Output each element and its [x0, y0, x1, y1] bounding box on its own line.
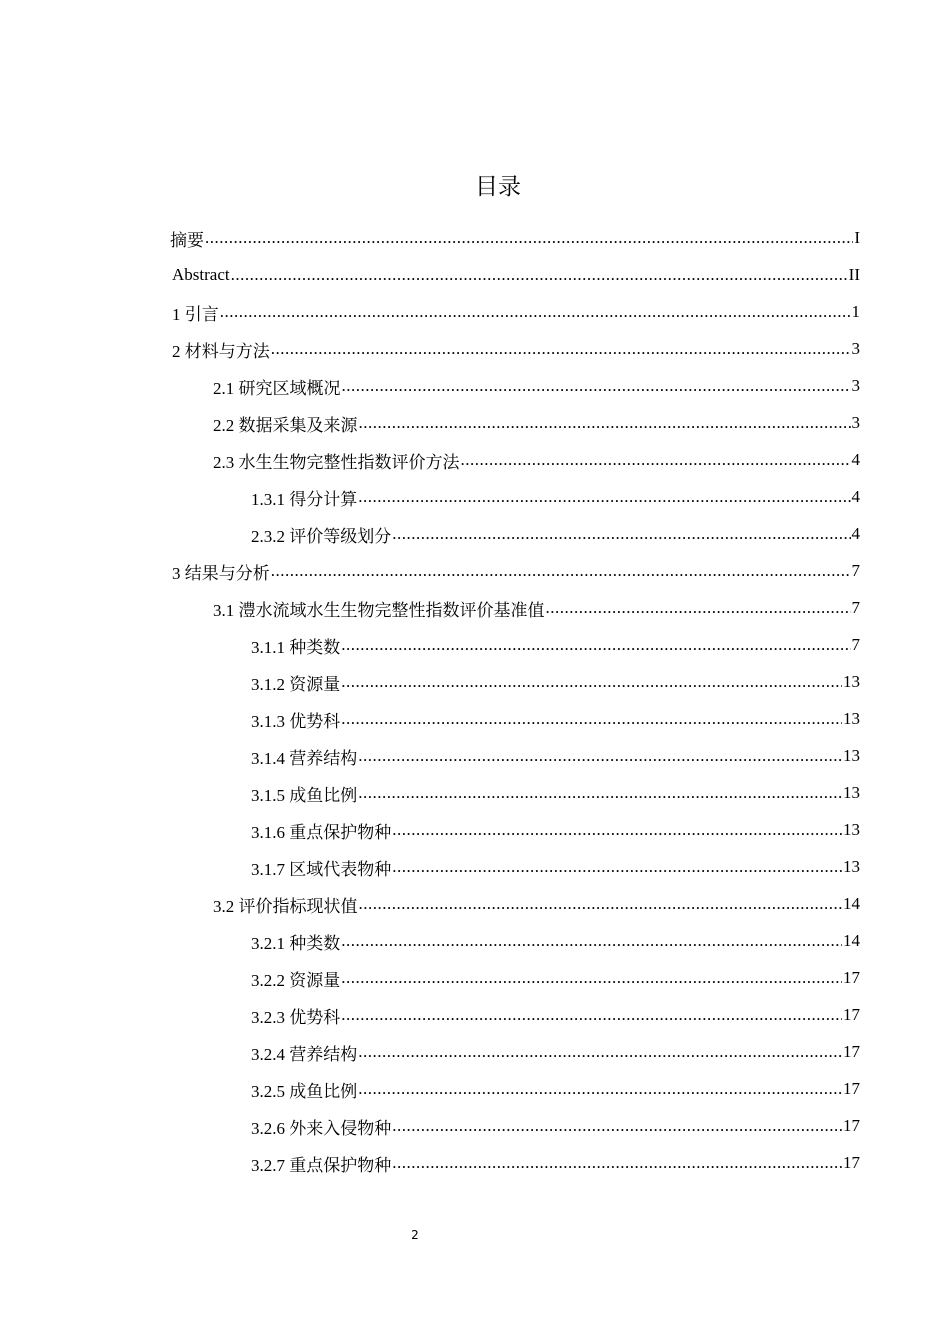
toc-entry-label: 2.3 水生生物完整性指数评价方法 — [213, 452, 460, 472]
toc-entry-label: 3.2.6 外来入侵物种 — [251, 1118, 392, 1138]
toc-dot-leader — [461, 443, 851, 477]
toc-entry[interactable] — [251, 998, 860, 1032]
toc-entry[interactable] — [172, 554, 860, 588]
toc-entry-label: 2 材料与方法 — [172, 341, 270, 361]
toc-dot-leader — [392, 517, 850, 551]
toc-entry-page-number: 14 — [843, 931, 860, 950]
toc-entry[interactable] — [213, 369, 860, 403]
toc-entry-page-number: 17 — [843, 1005, 860, 1024]
toc-entry-label: 2.1 研究区域概况 — [213, 378, 341, 398]
toc-entry[interactable] — [251, 739, 860, 773]
toc-dot-leader — [342, 369, 851, 403]
toc-entry[interactable] — [251, 628, 860, 662]
toc-entry-page-number: 7 — [851, 561, 860, 580]
toc-entry-page-number: 13 — [843, 746, 860, 765]
toc-entry-page-number: I — [854, 228, 860, 247]
toc-entry[interactable] — [251, 1072, 860, 1106]
toc-entry[interactable] — [251, 665, 860, 699]
toc-entry[interactable] — [213, 406, 860, 440]
toc-dot-leader — [341, 702, 842, 736]
toc-entry-label: 3.2.4 营养结构 — [251, 1044, 358, 1064]
toc-entry[interactable] — [251, 702, 860, 736]
toc-entry-page-number: 13 — [843, 820, 860, 839]
toc-entry[interactable] — [251, 517, 860, 551]
toc-dot-leader — [341, 665, 842, 699]
toc-dot-leader — [392, 1109, 842, 1143]
toc-dot-leader — [231, 258, 848, 292]
toc-entry-label: 1.3.1 得分计算 — [251, 489, 358, 509]
toc-dot-leader — [358, 1035, 842, 1069]
toc-entry-label: 3.2.7 重点保护物种 — [251, 1155, 392, 1175]
toc-entry-label: 3 结果与分析 — [172, 563, 270, 583]
toc-entry-page-number: 1 — [851, 302, 860, 321]
toc-entry-label: 1 引言 — [172, 304, 219, 324]
toc-entry-page-number: 17 — [843, 1116, 860, 1135]
toc-entry[interactable] — [172, 258, 860, 292]
toc-entry-page-number: 7 — [851, 635, 860, 654]
toc-entry-page-number: 13 — [843, 709, 860, 728]
toc-entry-page-number: 17 — [843, 1153, 860, 1172]
toc-entry[interactable] — [172, 295, 860, 329]
toc-dot-leader — [341, 628, 850, 662]
toc-entry[interactable] — [251, 1035, 860, 1069]
toc-entry-label: 3.1.5 成鱼比例 — [251, 785, 358, 805]
toc-entry[interactable] — [172, 332, 860, 366]
toc-dot-leader — [358, 1072, 842, 1106]
toc-entry[interactable] — [251, 813, 860, 847]
toc-dot-leader — [359, 406, 851, 440]
toc-dot-leader — [271, 332, 851, 366]
toc-dot-leader — [358, 480, 850, 514]
toc-dot-leader — [359, 887, 843, 921]
toc-dot-leader — [392, 1146, 842, 1180]
toc-entry-label: 2.2 数据采集及来源 — [213, 415, 358, 435]
toc-dot-leader — [341, 998, 842, 1032]
toc-entry-page-number: II — [848, 265, 860, 284]
toc-entry[interactable] — [213, 591, 860, 625]
toc-dot-leader — [392, 850, 842, 884]
toc-entry-label: 3.2.2 资源量 — [251, 970, 341, 990]
toc-entry-label: 3.1.7 区域代表物种 — [251, 859, 392, 879]
toc-entry[interactable] — [251, 1146, 860, 1180]
toc-entry[interactable] — [251, 1109, 860, 1143]
toc-dot-leader — [392, 813, 842, 847]
toc-entry[interactable] — [213, 887, 860, 921]
toc-entry-label: 3.1.3 优势科 — [251, 711, 341, 731]
toc-entry[interactable] — [170, 221, 860, 255]
toc-entry-label: 2.3.2 评价等级划分 — [251, 526, 392, 546]
toc-entry-label: 3.2 评价指标现状值 — [213, 896, 358, 916]
toc-entry-page-number: 4 — [851, 524, 860, 543]
toc-dot-leader — [271, 554, 851, 588]
toc-dot-leader — [205, 221, 853, 255]
toc-entry-label: 3.2.5 成鱼比例 — [251, 1081, 358, 1101]
toc-entry-page-number: 3 — [851, 413, 860, 432]
toc-entry-label: 3.2.1 种类数 — [251, 933, 341, 953]
toc-entry-label: 3.1.6 重点保护物种 — [251, 822, 392, 842]
toc-entry-page-number: 13 — [843, 857, 860, 876]
toc-dot-leader — [546, 591, 851, 625]
toc-entry-page-number: 4 — [851, 487, 860, 506]
toc-entry-label: 3.1.1 种类数 — [251, 637, 341, 657]
toc-entry-label: 3.2.3 优势科 — [251, 1007, 341, 1027]
toc-entry-label: 3.1 澧水流域水生生物完整性指数评价基准值 — [213, 600, 545, 620]
toc-entry-label: 3.1.4 营养结构 — [251, 748, 358, 768]
toc-entry-label: Abstract — [172, 265, 230, 284]
toc-entry-page-number: 17 — [843, 1042, 860, 1061]
toc-entry-page-number: 14 — [843, 894, 860, 913]
toc-entry[interactable] — [213, 443, 860, 477]
page-number: 2 — [411, 1228, 419, 1242]
toc-title: 目录 — [475, 174, 521, 200]
toc-entry[interactable] — [251, 924, 860, 958]
toc-entry-page-number: 3 — [851, 339, 860, 358]
toc-entry[interactable] — [251, 776, 860, 810]
toc-entry[interactable] — [251, 480, 860, 514]
toc-entry-page-number: 17 — [843, 968, 860, 987]
toc-entry-label: 摘要 — [170, 230, 204, 250]
toc-entry-page-number: 7 — [851, 598, 860, 617]
toc-dot-leader — [358, 739, 842, 773]
toc-dot-leader — [220, 295, 851, 329]
toc-dot-leader — [341, 961, 842, 995]
toc-dot-leader — [341, 924, 842, 958]
toc-entry-label: 3.1.2 资源量 — [251, 674, 341, 694]
toc-entry-page-number: 3 — [851, 376, 860, 395]
toc-entry[interactable] — [251, 961, 860, 995]
toc-entry[interactable] — [251, 850, 860, 884]
toc-dot-leader — [358, 776, 842, 810]
toc-entry-page-number: 4 — [851, 450, 860, 469]
toc-entry-page-number: 17 — [843, 1079, 860, 1098]
toc-entry-page-number: 13 — [843, 672, 860, 691]
toc-entry-page-number: 13 — [843, 783, 860, 802]
